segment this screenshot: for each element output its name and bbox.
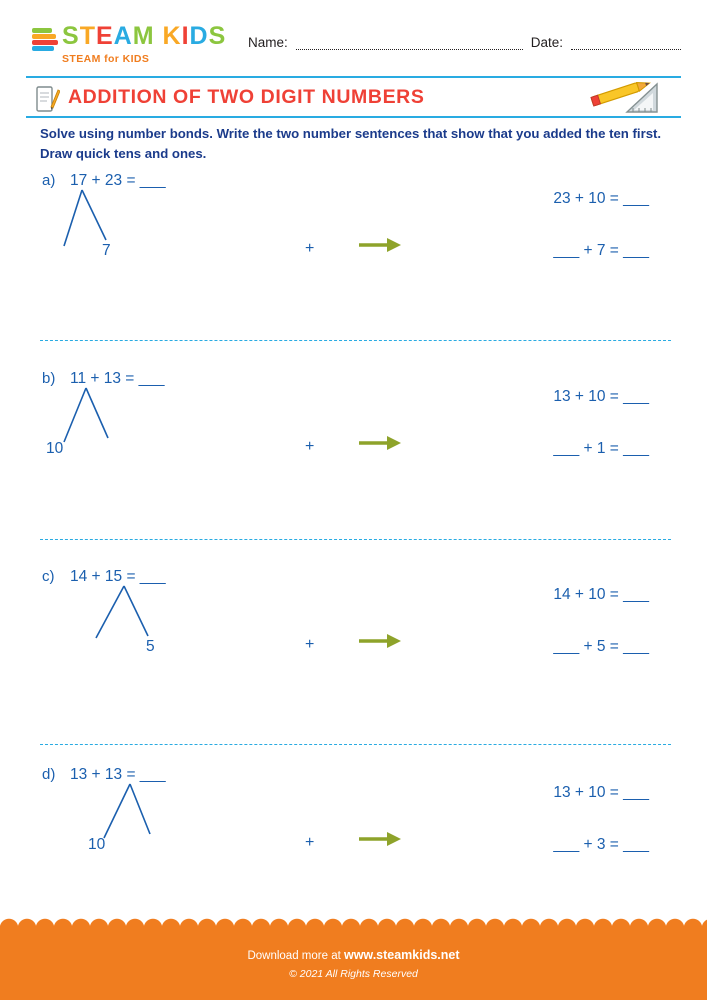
logo-tagline: STEAM for KIDS [62,52,150,65]
number-bond-d [62,782,152,844]
footer-download-prefix: Download more at [247,950,344,962]
arrow-right-icon [357,632,403,650]
problem-b [0,370,707,560]
number-bond-b [62,386,142,448]
footer-download-line [247,948,459,962]
problem-a [0,172,707,362]
instructions-text: Solve using number bonds. Write the two number sentences that show that you added the ten first. Draw quick tens and ones. [40,126,662,161]
name-input[interactable] [296,36,523,50]
problem-d-equation-1: 13 + 10 = ___ [553,784,649,801]
problem-c-equation-2: ___ + 5 = ___ [553,638,649,655]
footer-copyright: © 2021 All Rights Reserved [289,968,418,980]
name-label: Name: [248,34,288,50]
logo-stripes-icon [32,28,58,54]
problem-b-bond-value: 10 [46,440,64,457]
problem-c-equation-1: 14 + 10 = ___ [553,586,649,603]
divider-1 [40,340,671,341]
problem-c-expression: 14 + 15 = ___ [70,568,166,585]
problem-c-bond-value: 5 [146,638,155,655]
problem-b-label: b) [42,370,56,387]
problem-d-equation-2: ___ + 3 = ___ [553,836,649,853]
problem-d-expression: 13 + 13 = ___ [70,766,166,783]
problem-a-equation-1: 23 + 10 = ___ [553,190,649,207]
problem-b-expression: 11 + 13 = ___ [70,370,165,387]
arrow-right-icon [357,434,403,452]
arrow-right-icon [357,236,403,254]
problem-b-equation-1: 13 + 10 = ___ [553,388,649,405]
footer-site-link[interactable]: www.steamkids.net [343,948,460,962]
problem-c [0,568,707,758]
problem-d-bond-value: 10 [88,836,106,853]
logo-wordmark: STEAM KIDS [62,21,227,50]
page-footer [0,928,707,1000]
name-date-row [236,35,681,54]
problem-a-bond-value: 7 [102,242,111,259]
date-input[interactable] [571,36,681,50]
footer-scallop [0,914,707,928]
divider-3 [40,744,671,745]
problem-b-plus: + [305,438,315,455]
problem-a-equation-2: ___ + 7 = ___ [553,242,649,259]
pencil-notepad-icon [34,85,60,113]
brand-logo [26,21,236,65]
arrow-right-icon [357,830,403,848]
problem-a-plus: + [305,240,315,257]
date-label: Date: [530,34,563,50]
ruler-pencil-icon [585,72,671,124]
number-bond-c [62,584,152,646]
number-bond-a [62,188,142,250]
title-bar [26,76,681,118]
problem-a-label: a) [42,172,56,189]
problem-c-label: c) [42,568,55,585]
problem-b-equation-2: ___ + 1 = ___ [553,440,649,457]
problem-a-expression: 17 + 23 = ___ [70,172,166,189]
problem-d-label: d) [42,766,56,783]
page-title: ADDITION OF TWO DIGIT NUMBERS [68,85,425,108]
page-header [26,18,681,70]
problem-c-plus: + [305,636,315,653]
divider-2 [40,539,671,540]
problem-d-plus: + [305,834,315,851]
